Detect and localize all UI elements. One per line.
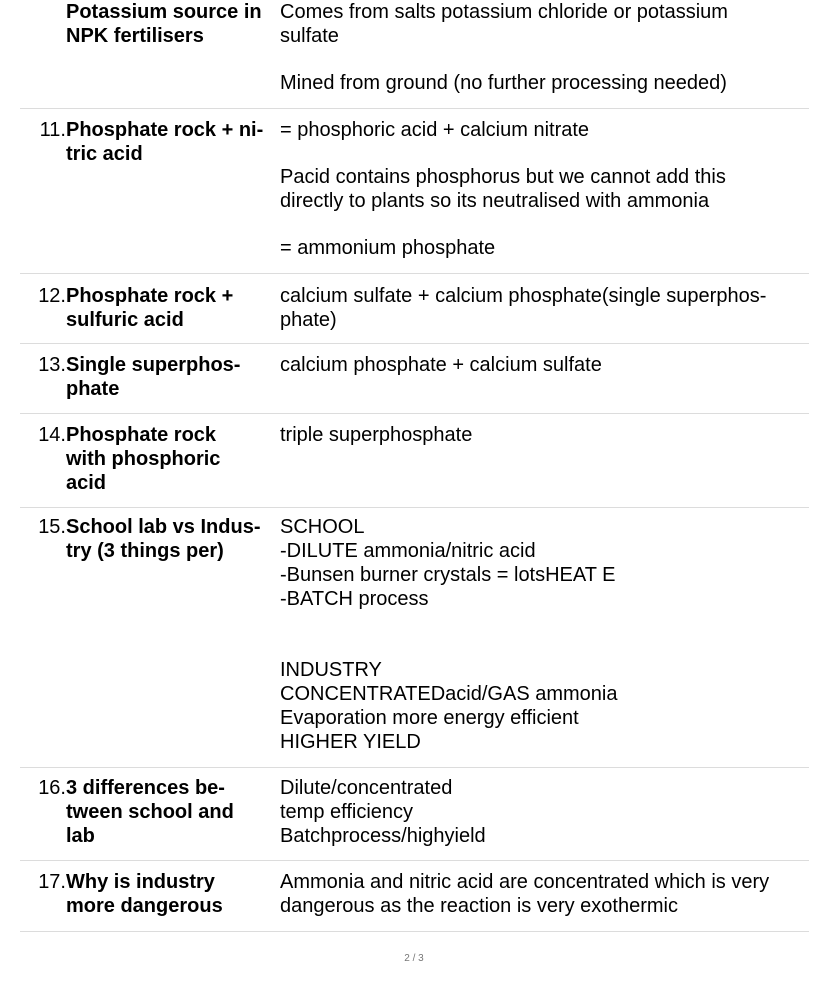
term-cell: Potassium source in NPK fertilisers — [66, 1, 262, 47]
term-cell: Phosphate rock + ni- tric acid — [66, 119, 264, 165]
definition-line: SCHOOL — [280, 516, 365, 538]
definition-cell — [280, 658, 808, 754]
definition-line: Batchprocess/highyield — [280, 825, 486, 847]
definition-cell: calcium phosphate + calcium sulfate — [280, 354, 602, 376]
definition-cell: Comes from salts potassium chloride or potassium sulfate — [280, 1, 728, 47]
definition-cell: Pacid contains phosphorus but we cannot add this directly to plants so its neutralised with ammonia — [280, 166, 726, 212]
row-number: 13. — [38, 354, 66, 376]
definition-line: INDUSTRY — [280, 659, 382, 681]
definition-cell: calcium sulfate + calcium phosphate(single superphos- phate) — [280, 285, 767, 331]
definition-line: -Bunsen burner crystals = lotsHEAT E — [280, 564, 616, 586]
row-number: 12. — [38, 285, 66, 307]
definition-cell: = ammonium phosphate — [280, 237, 496, 259]
page-number: 2 / 3 — [404, 953, 424, 964]
table-row — [20, 344, 809, 414]
table-row — [20, 0, 809, 109]
row-number: 14. — [38, 424, 66, 446]
definition-line: temp efficiency — [280, 801, 414, 823]
term-cell: Single superphos- phate — [66, 354, 241, 400]
row-number: 15. — [38, 516, 66, 538]
definition-cell: Mined from ground (no further processing needed) — [280, 72, 727, 94]
definition-line: -BATCH process — [280, 588, 429, 610]
term-cell: Why is industry more dangerous — [66, 871, 223, 917]
term-cell: School lab vs Indus- try (3 things per) — [66, 516, 261, 562]
definition-line: CONCENTRATEDacid/GAS ammonia — [280, 683, 618, 705]
table-row — [20, 274, 809, 344]
table-row — [20, 109, 809, 274]
definition-line: Dilute/concentrated — [280, 777, 453, 799]
definition-line: Evaporation more energy efficient — [280, 707, 579, 729]
table-row — [20, 414, 809, 508]
table-row — [20, 508, 809, 768]
definition-cell — [280, 776, 808, 848]
definition-cell — [280, 515, 808, 611]
definition-line: HIGHER YIELD — [280, 731, 421, 753]
definition-cell: Ammonia and nitric acid are concentrated which is very dangerous as the reaction is very exothermic — [280, 871, 770, 917]
definition-line: -DILUTE ammonia/nitric acid — [280, 540, 536, 562]
definition-cell: = phosphoric acid + calcium nitrate — [280, 119, 590, 141]
term-cell: Phosphate rock + sulfuric acid — [66, 285, 234, 331]
term-cell: Phosphate rock with phosphoric acid — [66, 424, 221, 494]
term-cell: 3 differences be- tween school and lab — [66, 777, 234, 847]
table-row — [20, 768, 809, 861]
row-number: 11. — [39, 119, 66, 141]
definition-cell: triple superphosphate — [280, 424, 473, 446]
glossary-table — [20, 0, 809, 932]
table-row — [20, 861, 809, 932]
row-number: 16. — [38, 777, 66, 799]
row-number: 17. — [38, 871, 66, 893]
